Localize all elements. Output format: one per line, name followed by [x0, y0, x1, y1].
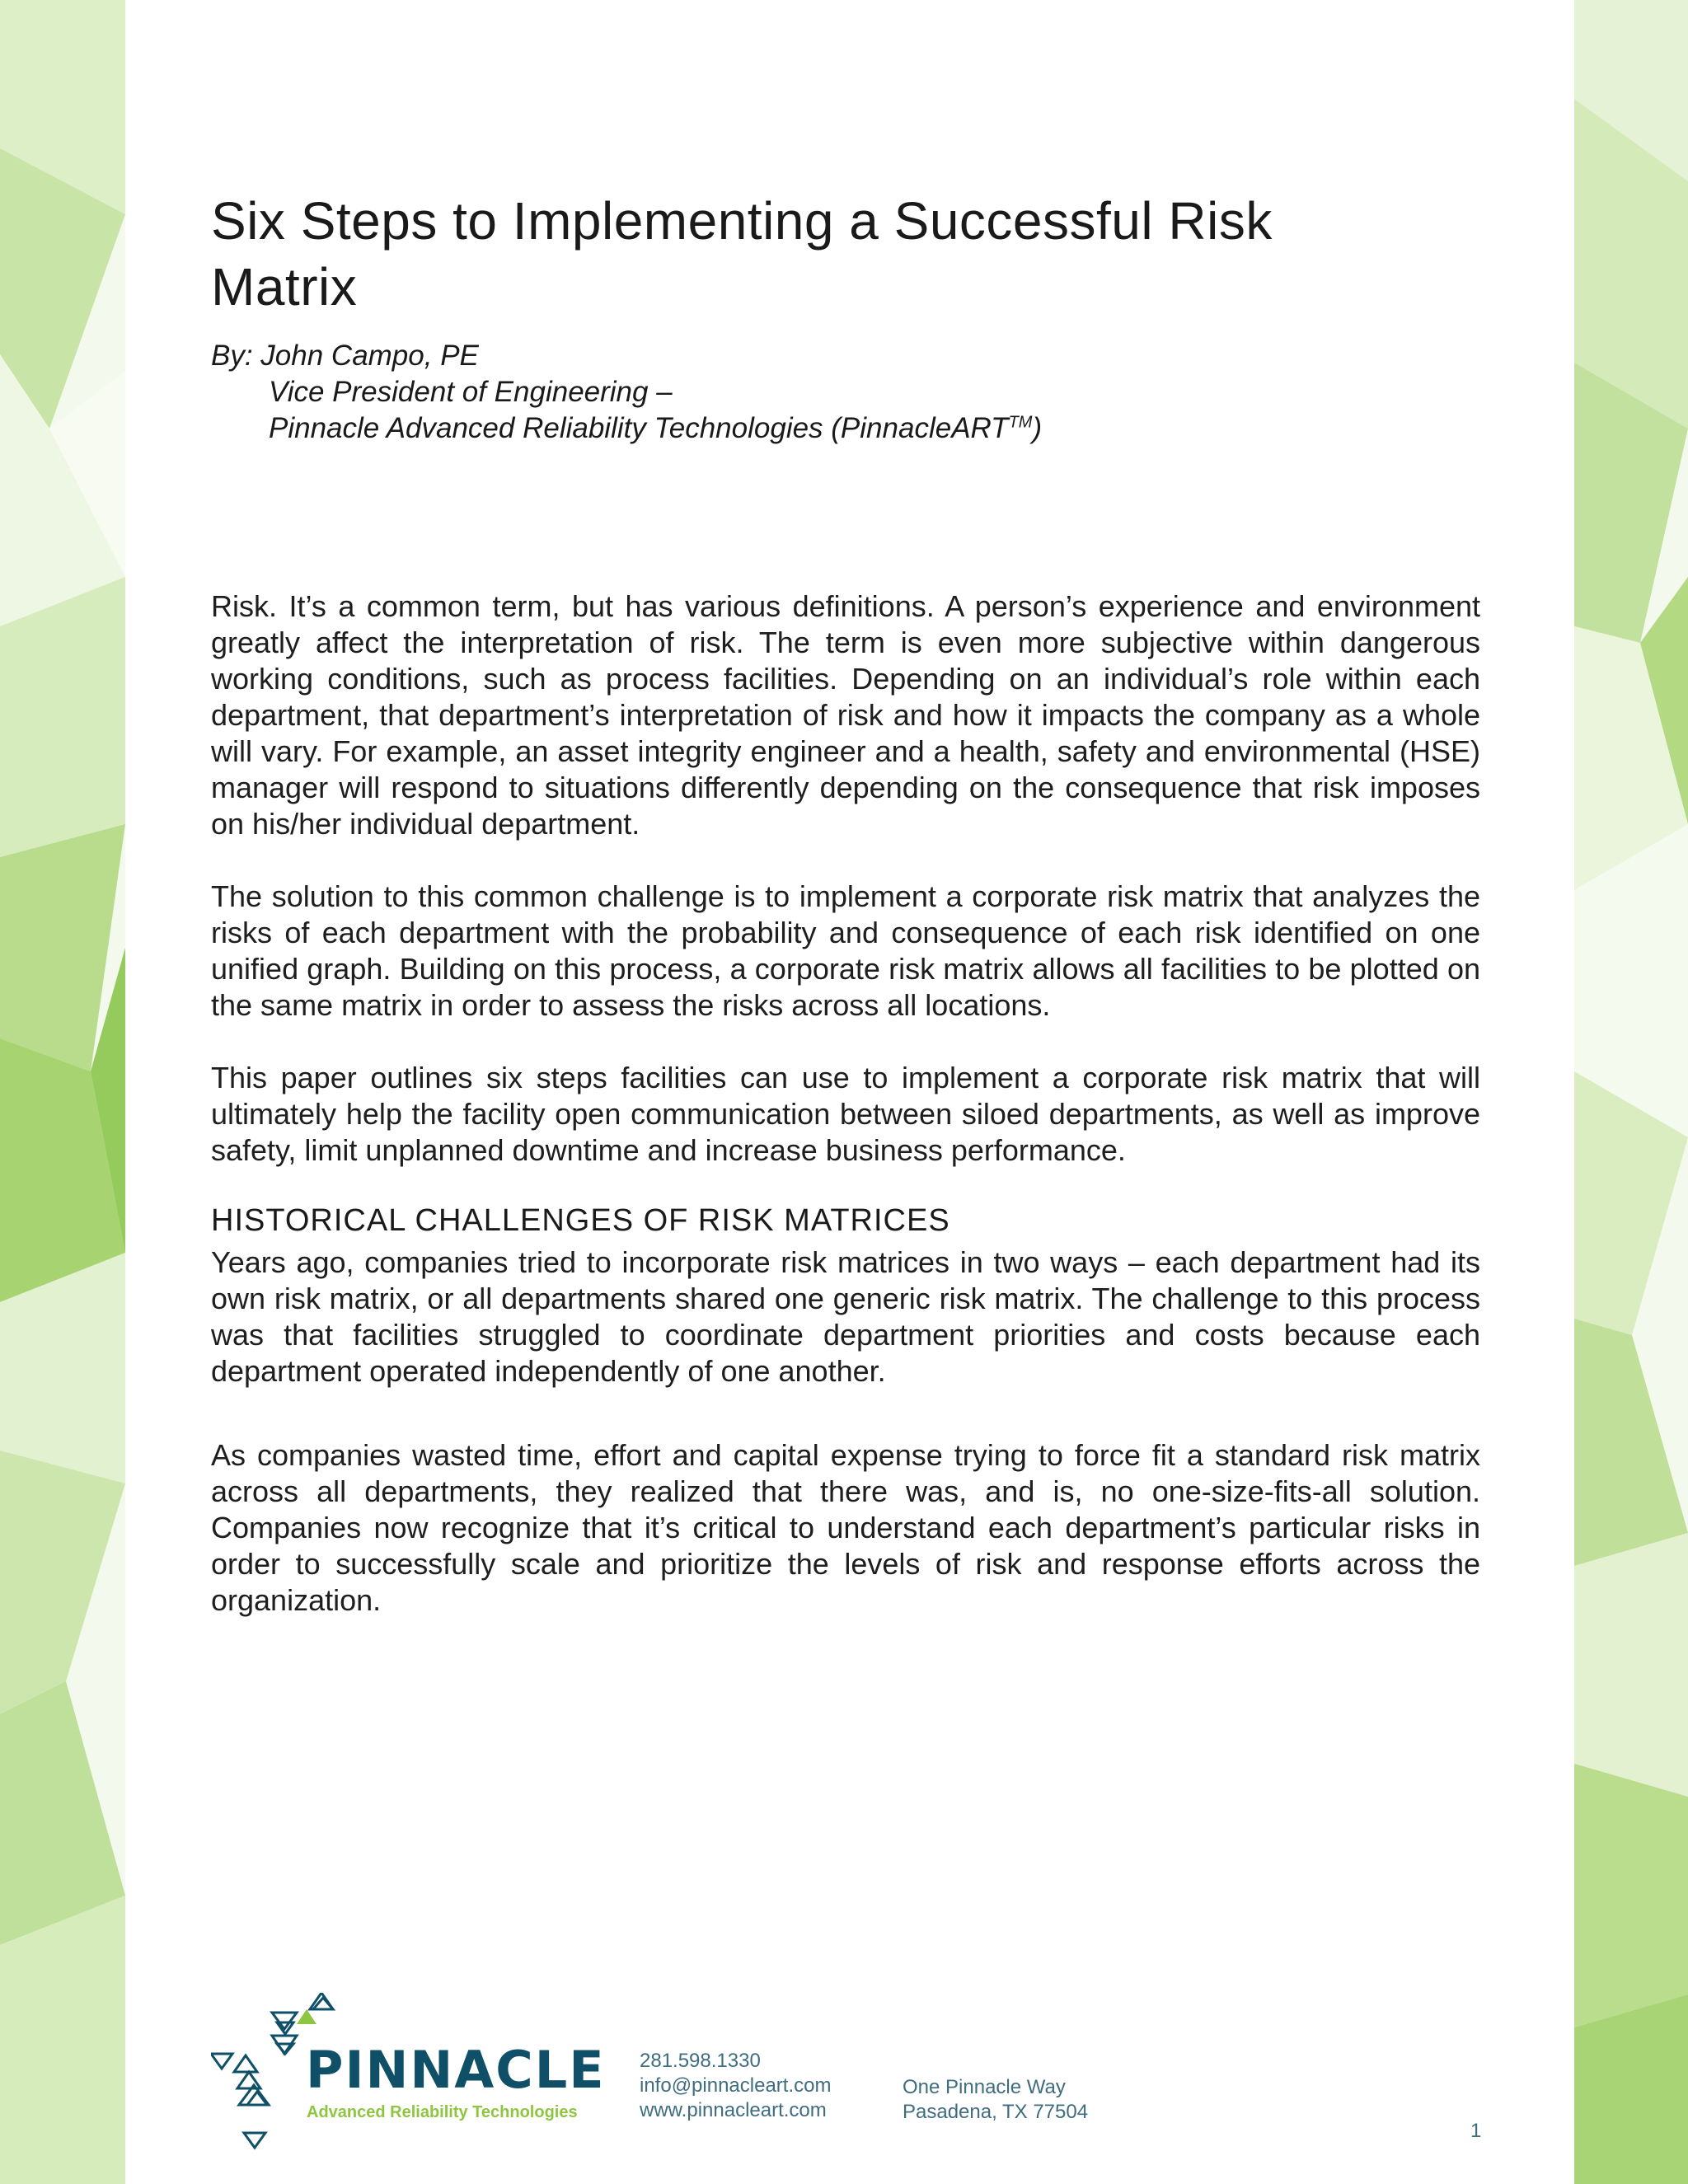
document-title: Six Steps to Implementing a Successful Risk Matrix: [211, 191, 1273, 316]
intro-paragraph-3: This paper outlines six steps facilities can use to implement a corporate risk matrix that will ultimately help the facility open communication between siloed departments, as well as improve safety, limit unplanned downtime and increase business performance.: [211, 1061, 1480, 1167]
section-heading: HISTORICAL CHALLENGES OF RISK MATRICES: [211, 1203, 950, 1238]
address-line-1: One Pinnacle Way: [903, 2076, 1066, 2098]
address-block: [903, 2075, 1088, 2125]
byline: [211, 338, 1447, 447]
trademark-mark: TM: [1008, 413, 1033, 432]
intro-paragraph-1: Risk. It’s a common term, but has various definitions. A person’s experience and environment greatly affect the interpretation of risk. The term is even more subjective within dangerous working conditions, such as process facilities. Depending on an individual’s role within each department, that department’s interpretation of risk and how it impacts the company as a whole will vary. For example, an asset integrity engineer and a health, safety and environmental (HSE) manager will respond to situations differently depending on the consequence that risk imposes on his/her individual department.: [211, 589, 1480, 841]
contact-phone: 281.598.1330: [640, 2050, 761, 2072]
byline-author: By: John Campo, PE: [211, 340, 479, 372]
byline-company: [211, 410, 1447, 447]
brand-name: PINNACLE: [306, 2040, 606, 2100]
address-line-2: Pasadena, TX 77504: [903, 2101, 1089, 2123]
byline-company-close: ): [1032, 412, 1043, 444]
section-paragraph-2: As companies wasted time, effort and capital expense trying to force fit a standard risk matrix across all departments, they realized that there was, and is, no one-size-fits-all solution. Companies now recognize that it’s critical to understand each department’s particular risks in order to successfully scale and prioritize the levels of risk and response efforts across the organization.: [211, 1438, 1480, 1617]
section-paragraph-1: Years ago, companies tried to incorporate risk matrices in two ways – each department had its own risk matrix, or all departments shared one generic risk matrix. The challenge to this process was that facilities struggled to coordinate department priorities and costs because each department operated independently of one another.: [211, 1245, 1480, 1388]
brand-tagline: Advanced Reliability Technologies: [307, 2103, 578, 2121]
page-number: 1: [1470, 2120, 1482, 2142]
document-page: [125, 0, 1574, 2184]
byline-company-name: Pinnacle Advanced Reliability Technologies (PinnacleART: [269, 412, 1009, 444]
contact-block: [640, 2049, 831, 2123]
byline-role: Vice President of Engineering –: [269, 376, 673, 408]
document-body: [211, 588, 1480, 1655]
intro-paragraph-2: The solution to this common challenge is to implement a corporate risk matrix that analyzes the risks of each department with the probability and consequence of each risk identified on one unified graph. Building on this process, a corporate risk matrix allows all facilities to be plotted on the same matrix in order to assess the risks across all locations.: [211, 879, 1480, 1022]
contact-website[interactable]: www.pinnacleart.com: [640, 2099, 827, 2121]
contact-email[interactable]: info@pinnacleart.com: [640, 2074, 832, 2097]
